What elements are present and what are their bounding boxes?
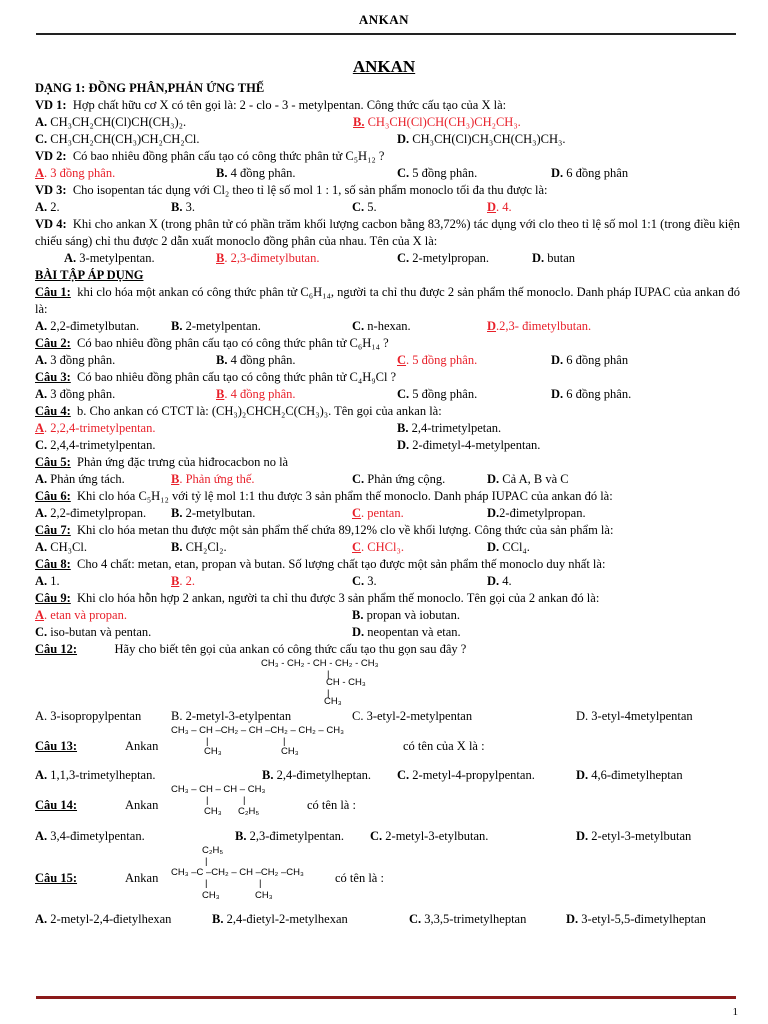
question-8: Câu 8: Cho 4 chất: metan, etan, propan và butan. Số lượng chất tạo được một sản phẩm thế monoclo duy nhất là: [35, 557, 606, 571]
options-q14: A. 3,4-đimetylpentan. B. 2,3-đimetylpentan. C. 2-metyl-3-etylbutan. D. 2-etyl-3-metylbutan [35, 829, 692, 843]
options-q7: A. CH₃Cl. B. CH₂Cl₂. C. CHCl₃. D. CCl₄. [35, 540, 530, 554]
structure-q12: CH₃ - CH₂ - CH - CH₂ - CH₃ | CH - CH₃ | CH₃ [261, 658, 379, 707]
question-9: Câu 9: Khi clo hóa hỗn hợp 2 ankan, người ta chỉ thu được 3 sản phẩm thế monoclo. Tên gọi của 2 ankan đó là: [35, 591, 600, 605]
options-q4-ab: A. 2,2,4-trimetylpentan. B. 2,4-trimetylpetan. [35, 421, 502, 435]
footer-rule [36, 996, 736, 999]
question-15: Câu 15: Ankan C₂H₅ | CH₃ –C –CH₂ – CH –CH₂ –CH₃ | CH₃ | CH₃ có tên là : [35, 845, 384, 901]
options-vd1-ab: A. CH₃CH₂CH(Cl)CH(CH₃)₂. B. CH₃CH(Cl)CH(CH₃)CH₂CH₃. [35, 115, 521, 129]
question-5: Câu 5: Phản ứng đặc trưng của hiđrocacbon no là [35, 455, 289, 469]
section-heading-baitap: BÀI TẬP ÁP DỤNG [35, 268, 144, 282]
options-vd4: A. 3-metylpentan. B. 2,3-đimetylbutan. C. 2-metylpropan. D. butan [64, 251, 576, 265]
question-12: Câu 12: Hãy cho biết tên gọi của ankan có công thức cấu tạo thu gọn sau đây ? [35, 642, 467, 656]
page-title: ANKAN [352, 57, 416, 76]
options-q1: A. 2,2-đimetylbutan. B. 2-metylpentan. C. n-hexan. D.2,3- đimetylbutan. [35, 319, 592, 333]
question-2: Câu 2: Có bao nhiêu đồng phân cấu tạo có công thức phân tử C₆H₁₄ ? [35, 336, 389, 350]
question-14: Câu 14: Ankan CH₃ – CH – CH – CH₃ | CH₃ | C₂H₅ có tên là : [35, 784, 356, 817]
options-q3: A. 3 đồng phân. B. 4 đồng phân. C. 5 đồng phân. D. 6 đồng phân. [35, 387, 632, 401]
question-vd4: VD 4: Khi cho ankan X (trong phân tử có phần trăm khối lượng cacbon bằng 83,72%) tác dụng với clo theo tỉ lệ số mol 1:1 (trong điều kiện chiếu sáng) chỉ thu được 2 dẫn xuất monoclo đồng phân của nhau. Tên của X là: [35, 217, 741, 248]
question-13: Câu 13: Ankan CH₃ – CH –CH₂ – CH –CH₂ – CH₂ – CH₃ | CH₃ | CH₃ có tên của X là : [35, 725, 485, 757]
options-q5: A. Phản ứng tách. B. Phản ứng thế. C. Phản ứng cộng. D. Cả A, B và C [35, 472, 569, 486]
question-vd2: VD 2: Có bao nhiêu đồng phân cấu tạo có công thức phân tử C₅H₁₂ ? [35, 149, 385, 163]
options-q15: A. 2-metyl-2,4-đietylhexan B. 2,4-đietyl-2-metylhexan C. 3,3,5-trimetylheptan D. 3-etyl-5,5-đimetylheptan [35, 912, 706, 926]
options-q2: A. 3 đồng phân. B. 4 đồng phân. C. 5 đồng phân. D. 6 đồng phân [35, 353, 629, 367]
running-header: ANKAN [358, 12, 410, 27]
options-vd2: A. 3 đồng phân. B. 4 đồng phân. C. 5 đồng phân. D. 6 đồng phân [35, 166, 629, 180]
options-q13: A. 1,1,3-trimetylheptan. B. 2,4-đimetylheptan. C. 2-metyl-4-propylpentan. D. 4,6-đimetylheptan [35, 768, 683, 782]
question-1: Câu 1: khi clo hóa một ankan có công thức phân tử C₆H₁₄, người ta chỉ thu được 2 sản phẩm thế monoclo. Danh pháp IUPAC của ankan đó là: [35, 285, 741, 316]
options-q12: A. 3-isopropylpentan B. 2-metyl-3-etylpentan C. 3-etyl-2-metylpentan D. 3-etyl-4metylpentan [35, 709, 693, 723]
question-4: Câu 4: b. Cho ankan có CTCT là: (CH₃)₂CHCH₂C(CH₃)₃. Tên gọi của ankan là: [35, 404, 442, 418]
options-q6: A. 2,2-đimetylpropan. B. 2-metylbutan. C. pentan. D.2-đimetylpropan. [35, 506, 586, 520]
options-vd3: A. 2. B. 3. C. 5. D. 4. [35, 200, 512, 214]
question-vd1: VD 1: Hợp chất hữu cơ X có tên gọi là: 2 - clo - 3 - metylpentan. Công thức cấu tạo của X là: [35, 98, 507, 112]
options-vd1-cd: C. CH₃CH₂CH(CH₃)CH₂CH₂Cl. D. CH₃CH(Cl)CH₃CH(CH₃)CH₃. [35, 132, 566, 146]
question-7: Câu 7: Khi clo hóa metan thu được một sản phẩm thế chứa 89,12% clo về khối lượng. Công thức của sản phẩm là: [35, 523, 614, 537]
options-q8: A. 1. B. 2. C. 3. D. 4. [35, 574, 512, 588]
question-6: Câu 6: Khi clo hóa C₅H₁₂ với tỷ lệ mol 1:1 thu được 3 sản phẩm thế monoclo. Danh pháp IUPAC của ankan đó là: [35, 489, 613, 503]
options-q4-cd: C. 2,4,4-trimetylpentan. D. 2-đimetyl-4-metylpentan. [35, 438, 541, 452]
page-number: 1 [732, 1006, 738, 1018]
options-q9-cd: C. iso-butan và pentan. D. neopentan và etan. [35, 625, 461, 639]
worksheet-body [35, 80, 740, 928]
options-q9-ab: A. etan và propan. B. propan và iobutan. [35, 608, 460, 622]
section-heading-dang1: DẠNG 1: ĐỒNG PHÂN,PHẢN ỨNG THẾ [35, 81, 265, 95]
question-vd3: VD 3: Cho isopentan tác dụng với Cl₂ theo tỉ lệ số mol 1 : 1, số sản phẩm monoclo tối đa thu được là: [35, 183, 548, 197]
question-3: Câu 3: Có bao nhiêu đồng phân cấu tạo có công thức phân tử C₄H₉Cl ? [35, 370, 397, 384]
header-rule [36, 33, 736, 35]
